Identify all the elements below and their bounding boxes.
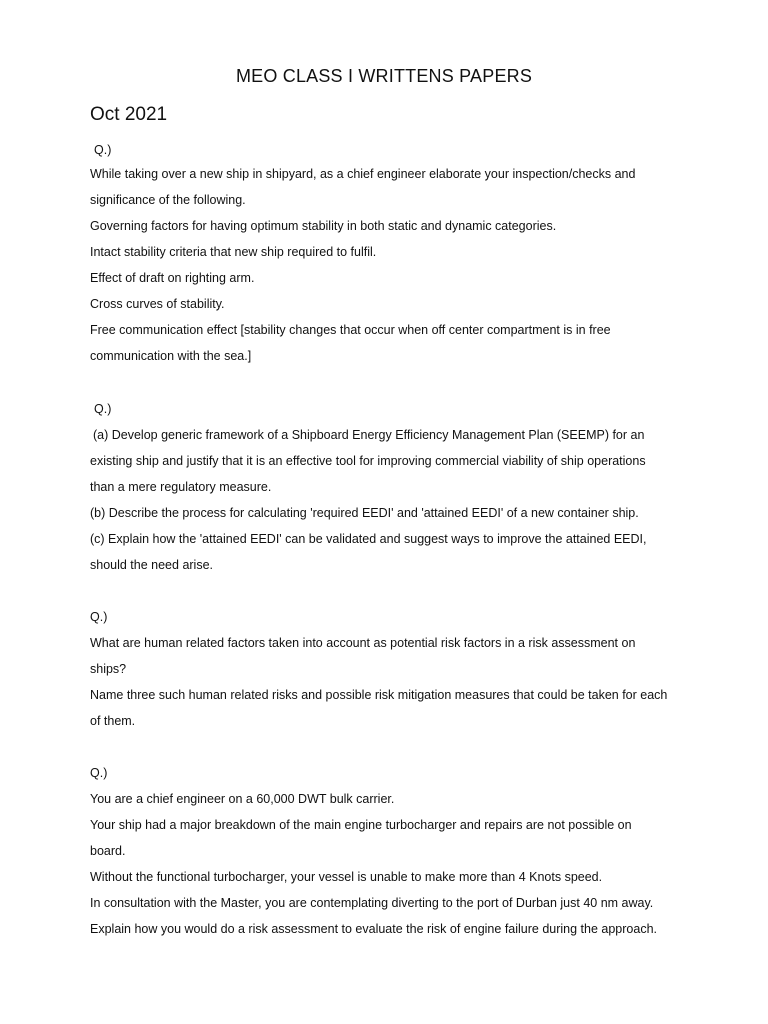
question-line: communication with the sea.] <box>90 349 252 363</box>
question-line: than a mere regulatory measure. <box>90 480 272 494</box>
question-line: existing ship and justify that it is an effective tool for improving commercial viability of ship operations <box>90 454 646 468</box>
question-line: of them. <box>90 714 136 728</box>
document-title: MEO CLASS I WRITTENS PAPERS <box>235 66 533 86</box>
question-line: You are a chief engineer on a 60,000 DWT bulk carrier. <box>90 792 395 806</box>
document-date: Oct 2021 <box>90 104 168 125</box>
question-line: (a) Develop generic framework of a Shipboard Energy Efficiency Management Plan (SEEMP) for an <box>93 428 645 442</box>
question-line: While taking over a new ship in shipyard, as a chief engineer elaborate your inspection/checks and <box>90 167 636 181</box>
question-line: In consultation with the Master, you are contemplating diverting to the port of Durban just 40 nm away. <box>90 896 654 910</box>
question-line: Name three such human related risks and possible risk mitigation measures that could be taken for each <box>90 688 668 702</box>
question-line: board. <box>90 844 126 858</box>
question-line: (b) Describe the process for calculating 'required EEDI' and 'attained EEDI' of a new container ship. <box>90 506 639 520</box>
question-line: ships? <box>90 662 127 676</box>
question-line: Effect of draft on righting arm. <box>90 271 255 285</box>
question-label: Q.) <box>90 610 108 624</box>
question-line: Free communication effect [stability changes that occur when off center compartment is in free <box>90 323 611 337</box>
question-line: Cross curves of stability. <box>90 297 225 311</box>
question-line: Intact stability criteria that new ship required to fulfil. <box>90 245 377 259</box>
question-line: Governing factors for having optimum stability in both static and dynamic categories. <box>90 219 557 233</box>
question-line: significance of the following. <box>90 193 246 207</box>
question-line: Explain how you would do a risk assessment to evaluate the risk of engine failure during the approach. <box>90 922 657 936</box>
question-label: Q.) <box>94 143 112 157</box>
question-line: What are human related factors taken into account as potential risk factors in a risk assessment on <box>90 636 636 650</box>
question-label: Q.) <box>94 402 112 416</box>
question-label: Q.) <box>90 766 108 780</box>
question-line: Without the functional turbocharger, your vessel is unable to make more than 4 Knots speed. <box>90 870 603 884</box>
question-line: should the need arise. <box>90 558 214 572</box>
question-line: (c) Explain how the 'attained EEDI' can be validated and suggest ways to improve the attained EEDI, <box>90 532 647 546</box>
question-line: Your ship had a major breakdown of the main engine turbocharger and repairs are not possible on <box>90 818 632 832</box>
